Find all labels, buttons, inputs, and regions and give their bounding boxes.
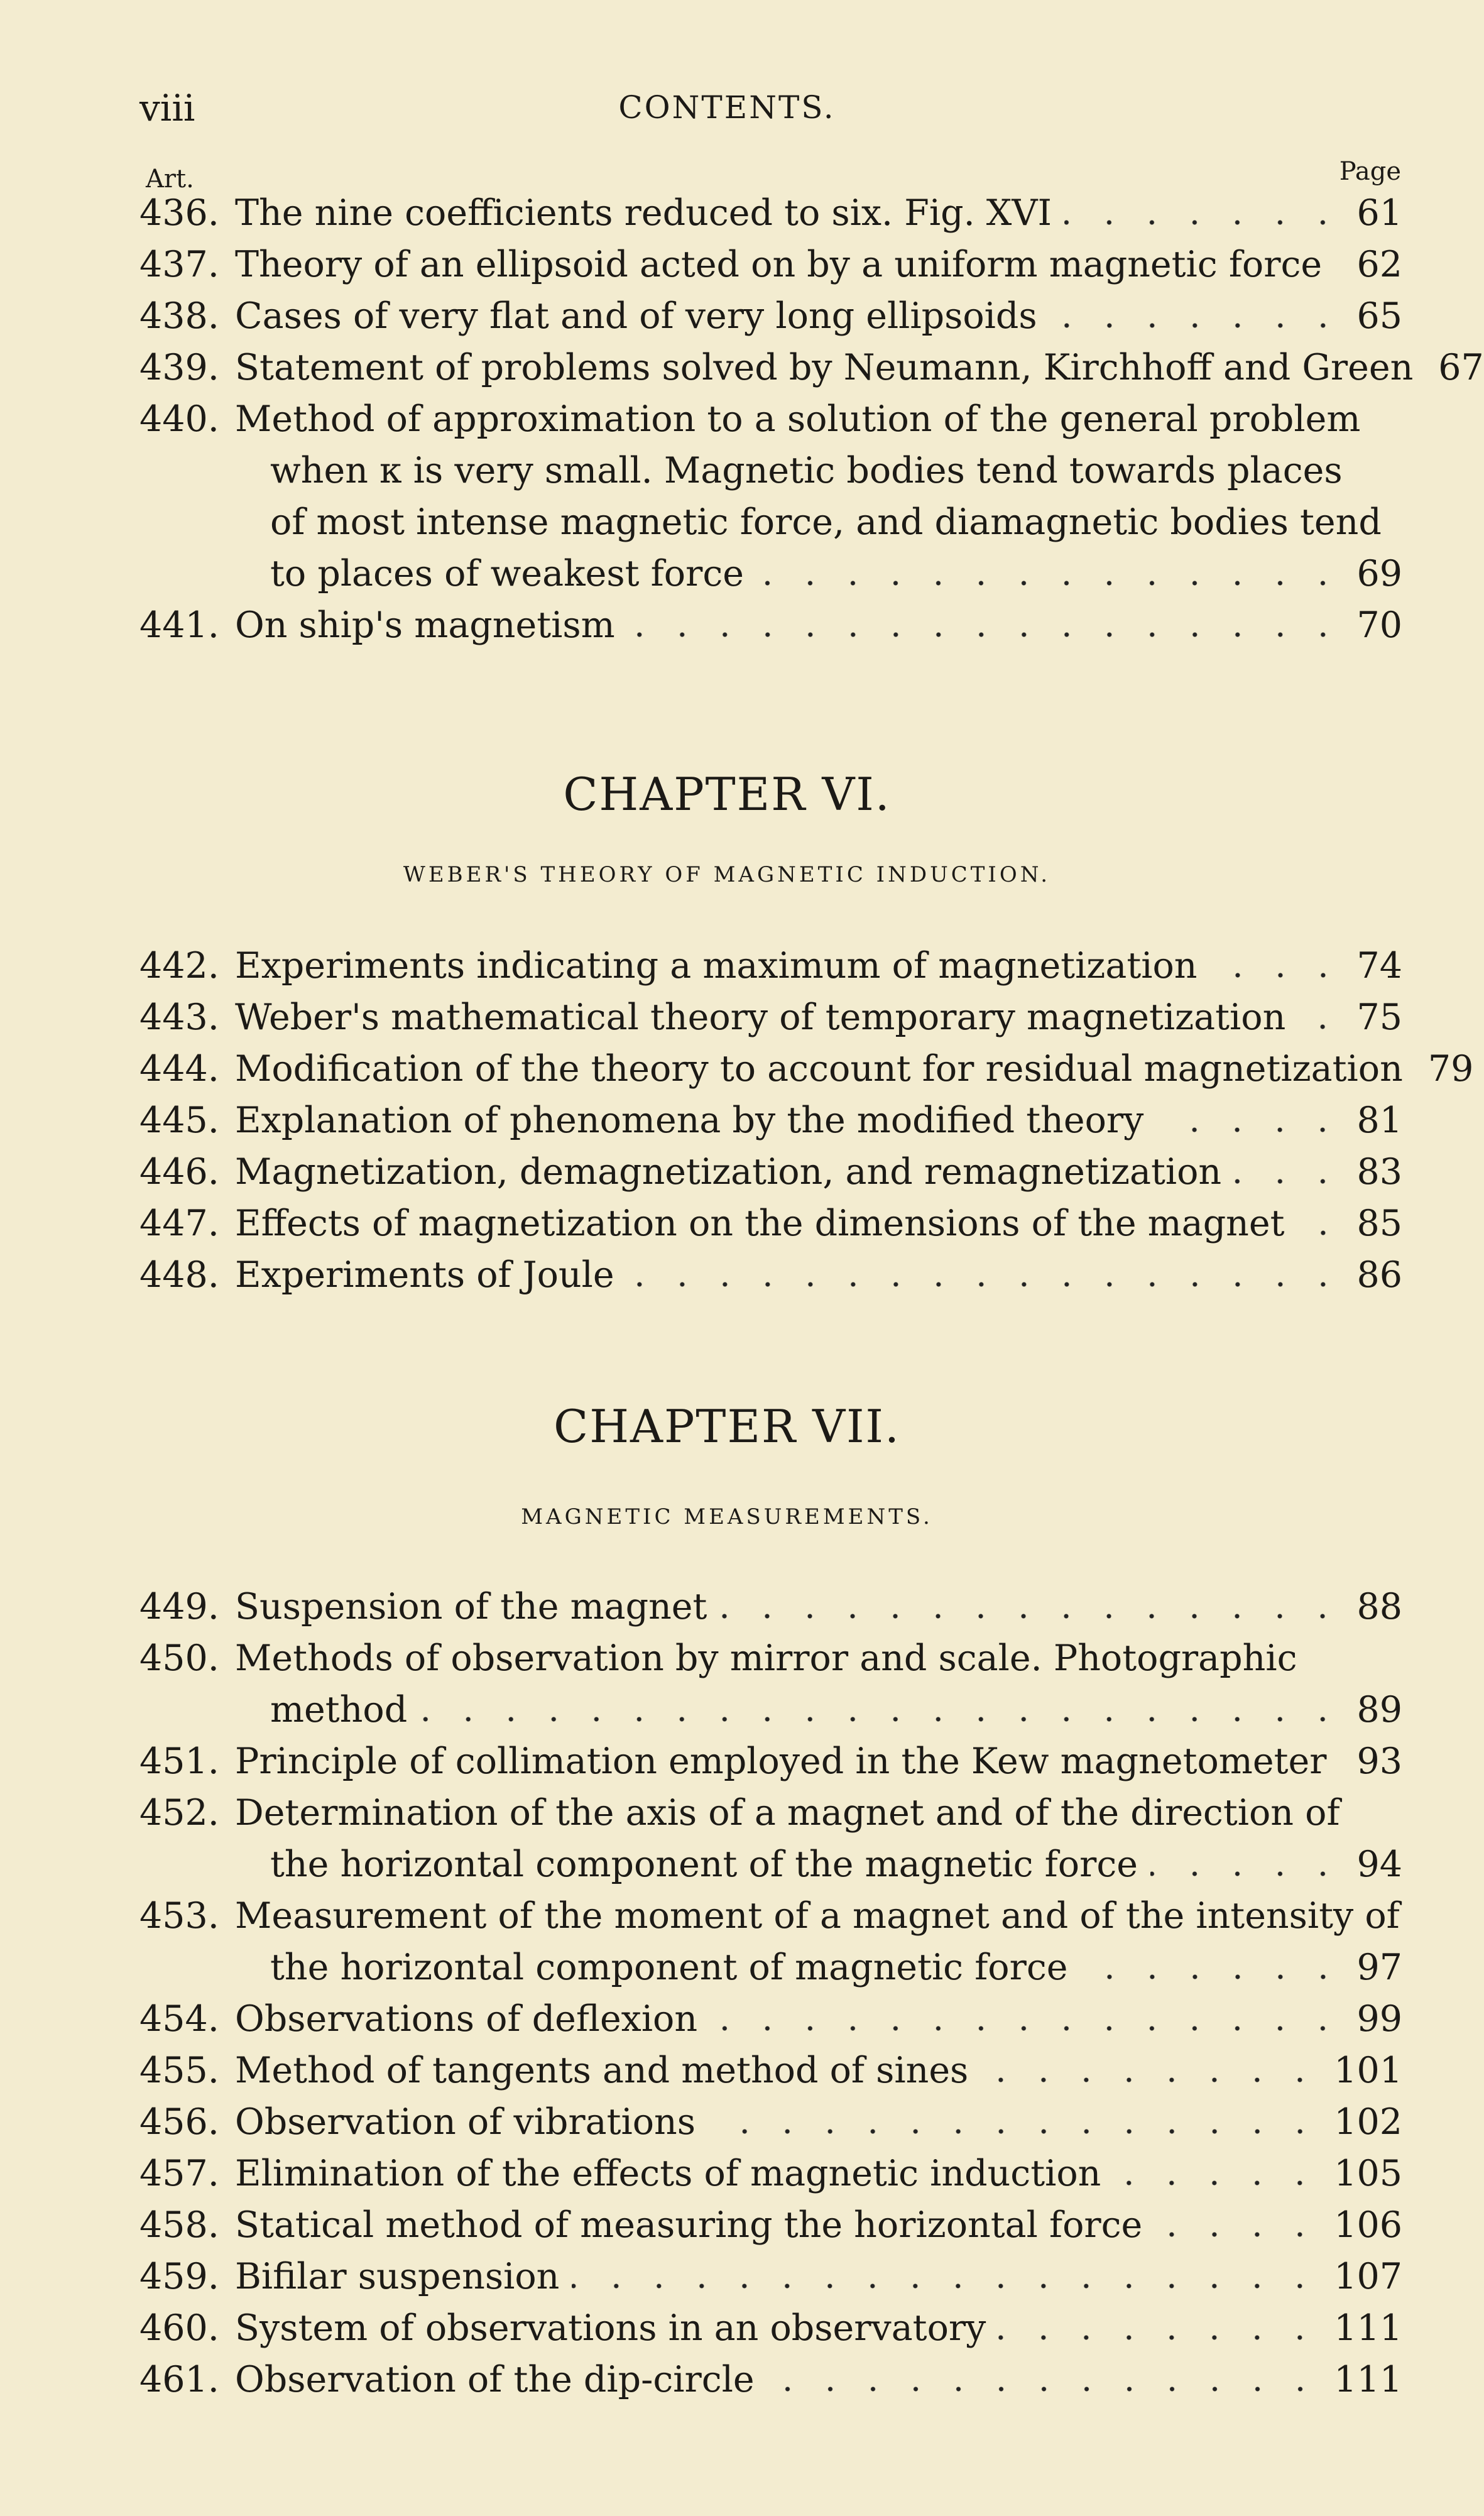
- page-ref: 94: [1356, 1844, 1402, 1885]
- entry-text: to places of weakest force: [270, 553, 744, 594]
- article-number: 457.: [139, 2153, 219, 2194]
- page-ref: 101: [1334, 2050, 1402, 2091]
- toc-entry: [139, 2096, 1402, 2148]
- chapter-heading: CHAPTER VII.: [554, 1400, 900, 1453]
- dot-leader: [998, 2334, 1321, 2341]
- entry-line-last: [235, 2354, 1402, 2405]
- article-number: 449.: [139, 1586, 219, 1627]
- entry-text: Method of approximation to a solution of the general problem: [235, 398, 1361, 440]
- entry-line-last: [235, 1043, 1474, 1095]
- column-header-art: Art.: [146, 165, 194, 194]
- article-number: 445.: [139, 1100, 219, 1141]
- entry-line-last: [235, 2251, 1402, 2302]
- toc-entry: [139, 1043, 1474, 1095]
- entry-text: Magnetization, demagnetization, and remagnetization: [235, 1151, 1222, 1193]
- toc-entry: [139, 1890, 1402, 1993]
- dot-leader: [1050, 322, 1345, 329]
- page-ref: 74: [1356, 945, 1402, 987]
- entry-text: the horizontal component of magnetic force: [270, 1947, 1068, 1988]
- dot-leader: [767, 2386, 1322, 2392]
- page-ref: 81: [1356, 1100, 1402, 1141]
- page-ref: 70: [1356, 604, 1402, 646]
- article-number: 443.: [139, 997, 219, 1038]
- toc-entry: [139, 2148, 1402, 2199]
- toc-entry: [139, 239, 1402, 290]
- page-ref: 86: [1356, 1254, 1402, 1296]
- page-ref: 97: [1356, 1947, 1402, 1988]
- chapter-subtitle: MAGNETIC MEASUREMENTS.: [521, 1504, 933, 1529]
- column-header-page: Page: [1339, 157, 1401, 186]
- entry-line-last: [270, 1684, 1402, 1736]
- dot-leader: [1064, 219, 1344, 226]
- toc-entry: [139, 1787, 1402, 1890]
- toc-entry: [139, 1993, 1402, 2045]
- entry-text: System of observations in an observatory: [235, 2307, 986, 2349]
- page-ref: 106: [1334, 2204, 1402, 2246]
- chapter-heading: CHAPTER VI.: [563, 768, 891, 821]
- entry-text: Observation of vibrations: [235, 2101, 696, 2143]
- toc-entry: [139, 2251, 1402, 2302]
- entry-line-last: [235, 290, 1402, 342]
- article-number: 446.: [139, 1151, 219, 1193]
- entry-text: Weber's mathematical theory of temporary magnetization: [235, 997, 1286, 1038]
- entry-line-last: [235, 2045, 1402, 2096]
- page-ref: 111: [1334, 2359, 1402, 2400]
- dot-leader: [1210, 972, 1345, 978]
- entry-line-last: [270, 548, 1402, 599]
- page-ref: 75: [1356, 997, 1402, 1038]
- entry-text: the horizontal component of the magnetic force: [270, 1844, 1138, 1885]
- page-ref: 85: [1356, 1203, 1402, 1244]
- entry-text: Measurement of the moment of a magnet and of the intensity of: [235, 1895, 1400, 1937]
- page-ref: 67: [1438, 347, 1484, 388]
- entry-text: Method of tangents and method of sines: [235, 2050, 969, 2091]
- toc-entry: [139, 1633, 1402, 1736]
- dot-leader: [756, 580, 1344, 586]
- entry-line-last: [235, 940, 1402, 992]
- entry-text: when κ is very small. Magnetic bodies tend towards places: [270, 450, 1343, 491]
- article-number: 454.: [139, 1998, 219, 2040]
- entry-line-last: [235, 239, 1402, 290]
- page-title: CONTENTS.: [618, 89, 836, 126]
- article-number: 461.: [139, 2359, 219, 2400]
- article-number: 439.: [139, 347, 219, 388]
- article-number: 438.: [139, 295, 219, 337]
- article-number: 442.: [139, 945, 219, 987]
- dot-leader: [1297, 1230, 1345, 1236]
- dot-leader: [1113, 2180, 1321, 2186]
- toc-entry: [139, 2354, 1402, 2405]
- dot-leader: [628, 632, 1345, 638]
- entry-text: Statement of problems solved by Neumann, Kirchhoff and Green: [235, 347, 1414, 388]
- entry-text: Experiments indicating a maximum of magnetization: [235, 945, 1198, 987]
- dot-leader: [1298, 1024, 1344, 1030]
- entry-line-last: [235, 1198, 1402, 1249]
- page-ref: 102: [1334, 2101, 1402, 2143]
- page-ref: 89: [1356, 1689, 1402, 1731]
- article-number: 460.: [139, 2307, 219, 2349]
- article-number: 455.: [139, 2050, 219, 2091]
- entry-line-last: [235, 2199, 1402, 2251]
- toc-entry: [139, 1581, 1402, 1633]
- toc-entry: [139, 187, 1402, 239]
- article-number: 440.: [139, 398, 219, 440]
- page-ref: 61: [1356, 192, 1402, 234]
- article-number: 441.: [139, 604, 219, 646]
- article-number: 459.: [139, 2256, 219, 2297]
- toc-entry: [139, 2199, 1402, 2251]
- page-ref: 65: [1356, 295, 1402, 337]
- article-number: 452.: [139, 1792, 219, 1834]
- dot-leader: [710, 2025, 1344, 2032]
- entry-text: Cases of very flat and of very long ellipsoids: [235, 295, 1037, 337]
- toc-entry: [139, 1146, 1402, 1198]
- entry-line-last: [270, 1839, 1402, 1890]
- entry-line-last: [235, 1581, 1402, 1633]
- entry-line-last: [235, 1095, 1402, 1146]
- entry-line-last: [235, 1993, 1402, 2045]
- entry-text: Principle of collimation employed in the Kew magnetometer: [235, 1741, 1327, 1782]
- article-number: 458.: [139, 2204, 219, 2246]
- entry-text: method: [270, 1689, 408, 1731]
- toc-entry: [139, 290, 1402, 342]
- page-ref: 99: [1356, 1998, 1402, 2040]
- entry-line-last: [270, 1942, 1402, 1993]
- entry-text: Determination of the axis of a magnet and of the direction of: [235, 1792, 1340, 1834]
- entry-text: On ship's magnetism: [235, 604, 615, 646]
- entry-text: Bifilar suspension: [235, 2256, 560, 2297]
- article-number: 453.: [139, 1895, 219, 1937]
- dot-leader: [1234, 1178, 1344, 1184]
- dot-leader: [1150, 1871, 1344, 1877]
- article-number: 444.: [139, 1048, 219, 1090]
- entry-text: Observations of deflexion: [235, 1998, 698, 2040]
- entry-text: Observation of the dip-circle: [235, 2359, 755, 2400]
- entry-text: The nine coefficients reduced to six. Fig. XVI: [235, 192, 1052, 234]
- entry-line-last: [235, 1249, 1402, 1301]
- toc-entry: [139, 1736, 1402, 1787]
- page-ref: 79: [1427, 1048, 1474, 1090]
- entry-text: Effects of magnetization on the dimensions of the magnet: [235, 1203, 1285, 1244]
- entry-text: Elimination of the effects of magnetic induction: [235, 2153, 1101, 2194]
- dot-leader: [627, 1281, 1345, 1288]
- entry-line-last: [235, 1736, 1402, 1787]
- dot-leader: [719, 1613, 1344, 1619]
- entry-text: Modification of the theory to account for residual magnetization: [235, 1048, 1403, 1090]
- page-ref: 107: [1334, 2256, 1402, 2297]
- article-number: 436.: [139, 192, 219, 234]
- dot-leader: [420, 1716, 1344, 1722]
- entry-line-last: [235, 2096, 1402, 2148]
- article-number: 456.: [139, 2101, 219, 2143]
- page-number: viii: [139, 87, 195, 129]
- toc-entry: [139, 1249, 1402, 1301]
- entry-line-last: [235, 2148, 1402, 2199]
- entry-text: Theory of an ellipsoid acted on by a uniform magnetic force: [235, 244, 1323, 285]
- page-ref: 105: [1334, 2153, 1402, 2194]
- page-ref: 69: [1356, 553, 1402, 594]
- dot-leader: [1081, 1974, 1345, 1980]
- page-ref: 88: [1356, 1586, 1402, 1627]
- toc-entry: [139, 2045, 1402, 2096]
- dot-leader: [1156, 1127, 1344, 1133]
- toc-entry: [139, 393, 1402, 599]
- toc-entry: [139, 1095, 1402, 1146]
- dot-leader: [1155, 2231, 1321, 2238]
- dot-leader: [1334, 271, 1344, 277]
- entry-text: Statical method of measuring the horizontal force: [235, 2204, 1143, 2246]
- page-ref: 111: [1334, 2307, 1402, 2349]
- article-number: 450.: [139, 1638, 219, 1679]
- toc-entry: [139, 1198, 1402, 1249]
- entry-line-last: [235, 187, 1402, 239]
- toc-entry: [139, 342, 1484, 393]
- article-number: 437.: [139, 244, 219, 285]
- article-number: 451.: [139, 1741, 219, 1782]
- entry-text: Explanation of phenomena by the modified theory: [235, 1100, 1144, 1141]
- entry-line-last: [235, 342, 1484, 393]
- toc-entry: [139, 2302, 1402, 2354]
- entry-line-last: [235, 2302, 1402, 2354]
- entry-text: of most intense magnetic force, and diamagnetic bodies tend: [270, 501, 1382, 543]
- entry-line-last: [235, 1146, 1402, 1198]
- article-number: 447.: [139, 1203, 219, 1244]
- entry-text: Suspension of the magnet: [235, 1586, 707, 1627]
- entry-text: Experiments of Joule: [235, 1254, 614, 1296]
- dot-leader: [708, 2128, 1321, 2135]
- dot-leader: [1339, 1768, 1344, 1774]
- page-ref: 62: [1356, 244, 1402, 285]
- toc-entry: [139, 599, 1402, 651]
- entry-line-last: [235, 599, 1402, 651]
- article-number: 448.: [139, 1254, 219, 1296]
- page-ref: 93: [1356, 1741, 1402, 1782]
- page-ref: 83: [1356, 1151, 1402, 1193]
- entry-text: Methods of observation by mirror and scale. Photographic: [235, 1638, 1297, 1679]
- toc-entry: [139, 940, 1402, 992]
- dot-leader: [572, 2283, 1321, 2289]
- toc-entry: [139, 992, 1402, 1043]
- dot-leader: [981, 2077, 1321, 2083]
- entry-line-last: [235, 992, 1402, 1043]
- chapter-subtitle: WEBER'S THEORY OF MAGNETIC INDUCTION.: [403, 862, 1051, 887]
